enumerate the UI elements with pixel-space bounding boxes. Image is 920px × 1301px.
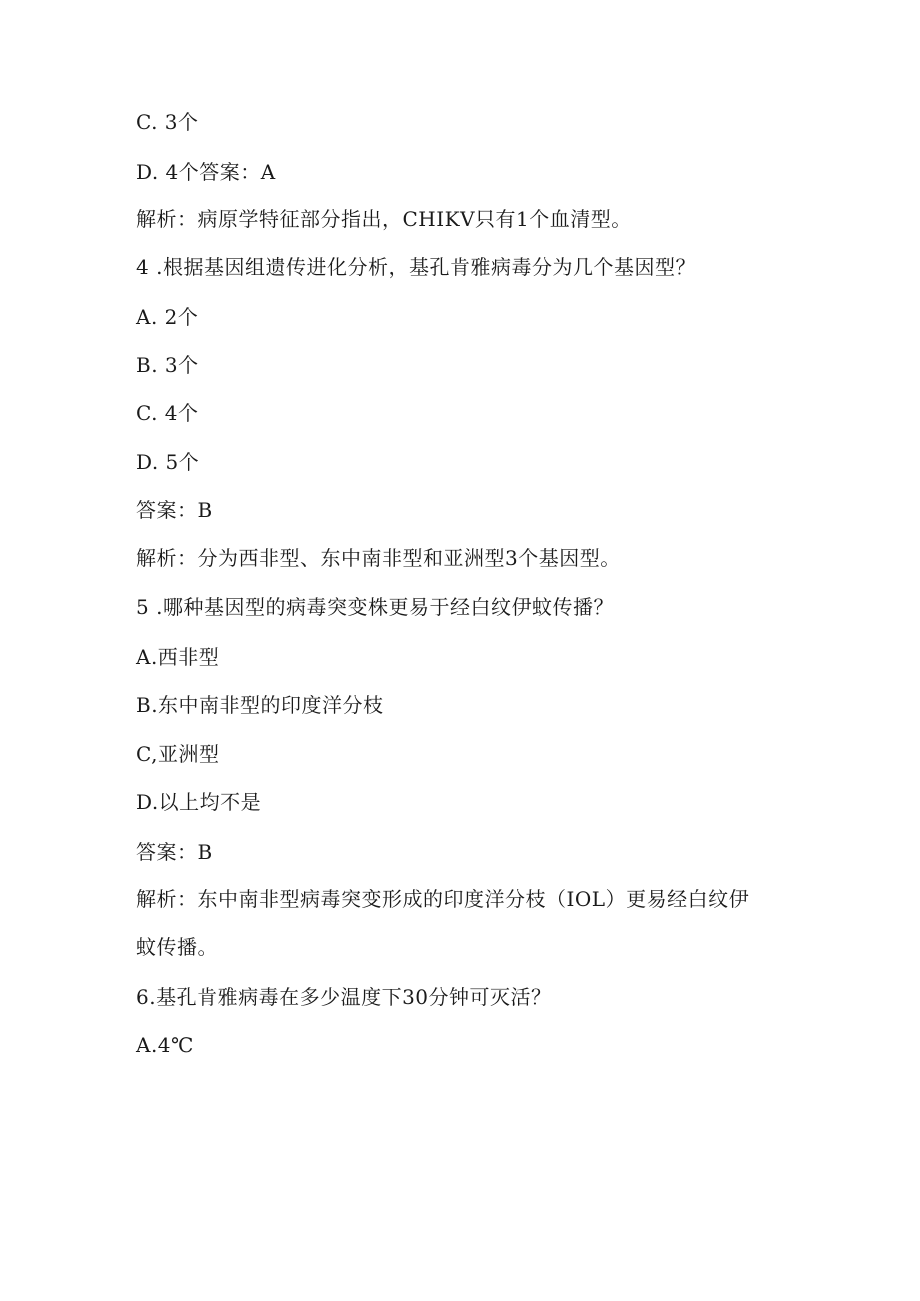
q5-option-b: B.东中南非型的印度洋分枝	[136, 693, 384, 717]
option-c-3: C. 3个	[136, 110, 199, 134]
question-6: 6.基孔肯雅病毒在多少温度下30分钟可灭活？	[136, 985, 552, 1009]
q4-option-c: C. 4个	[136, 401, 199, 425]
question-5: 5 .哪种基因型的病毒突变株更易于经白纹伊蚊传播？	[136, 595, 614, 619]
q6-option-a: A.4℃	[136, 1033, 194, 1057]
q5-option-d: D.以上均不是	[136, 790, 262, 814]
q5-explanation-line1: 解析：东中南非型病毒突变形成的印度洋分枝（IOL）更易经白纹伊	[136, 887, 750, 911]
q4-answer: 答案：B	[136, 498, 213, 522]
q5-answer: 答案：B	[136, 840, 213, 864]
q4-option-d: D. 5个	[136, 450, 200, 474]
q5-option-a: A.西非型	[136, 645, 220, 669]
question-4: 4 .根据基因组遗传进化分析，基孔肯雅病毒分为几个基因型？	[136, 255, 696, 279]
explanation-3: 解析：病原学特征部分指出，CHIKV只有1个血清型。	[136, 207, 632, 231]
q4-option-a: A. 2个	[136, 305, 199, 329]
q4-option-b: B. 3个	[136, 353, 199, 377]
q5-option-c: C,亚洲型	[136, 742, 220, 766]
q4-explanation: 解析：分为西非型、东中南非型和亚洲型3个基因型。	[136, 546, 621, 570]
option-d-answer-a: D. 4个答案：A	[136, 160, 276, 184]
q5-explanation-line2: 蚊传播。	[136, 935, 218, 959]
